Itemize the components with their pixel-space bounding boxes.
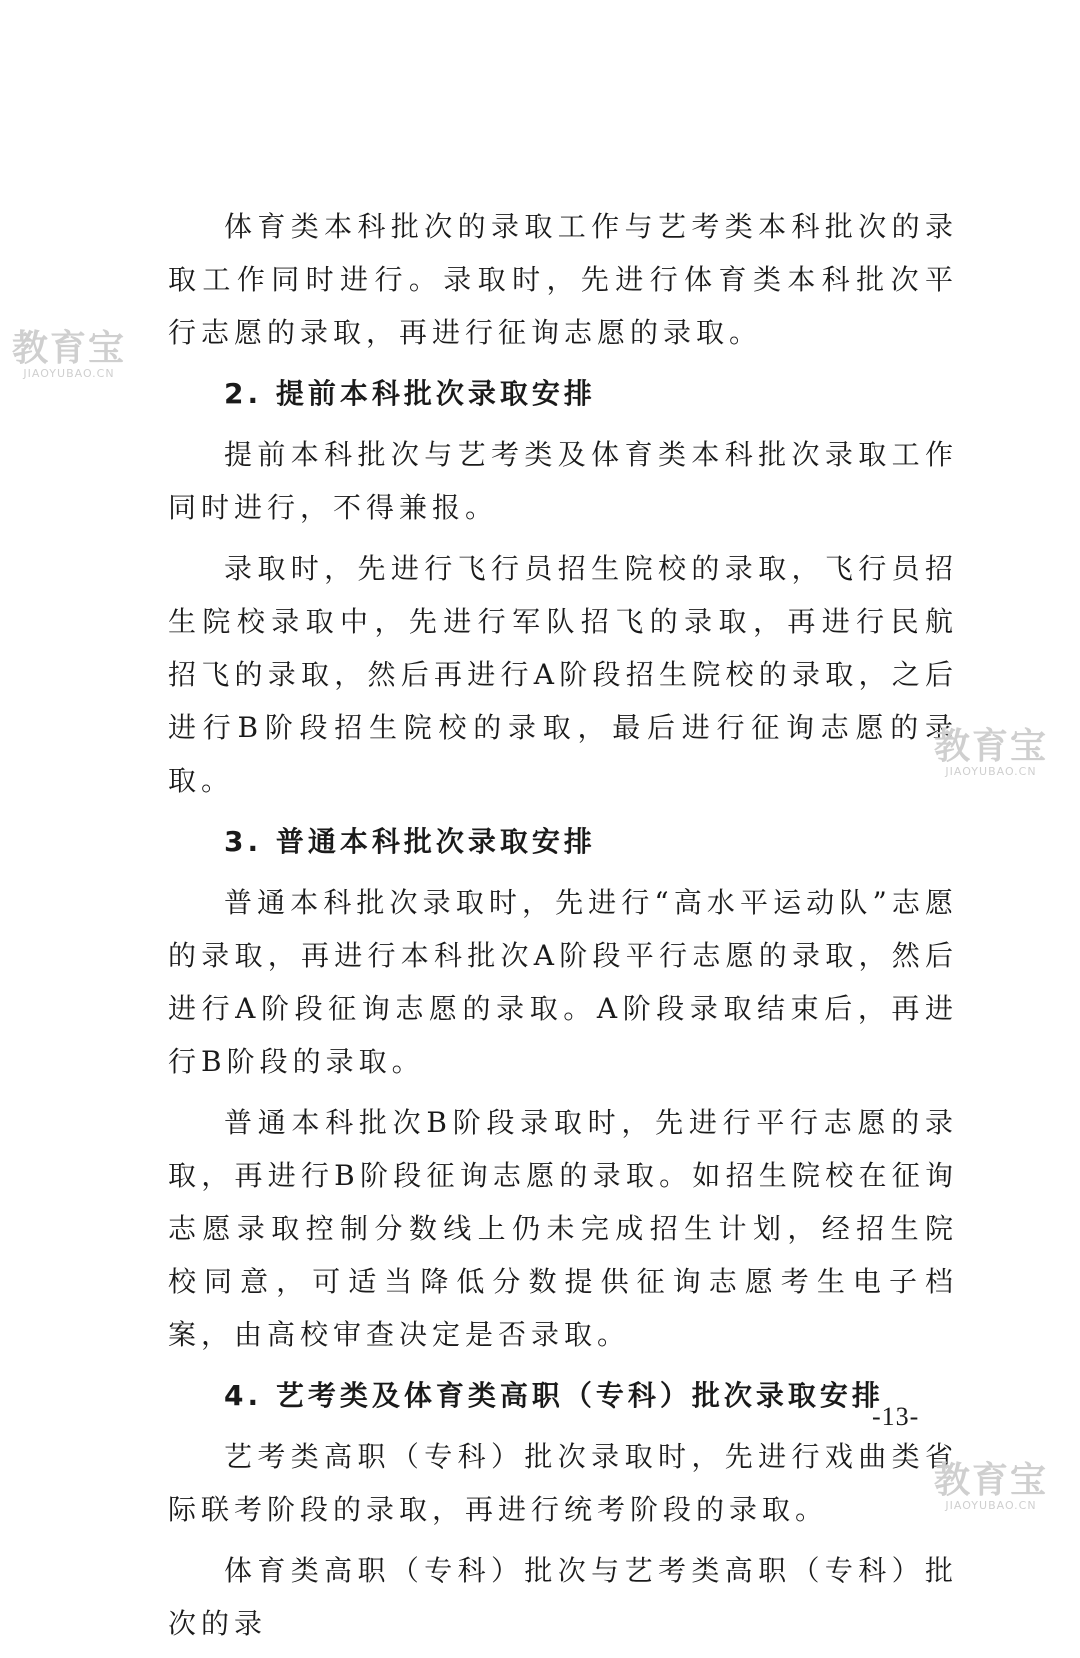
paragraph-art-vocational: 艺考类高职（专科）批次录取时，先进行戏曲类省际联考阶段的录取，再进行统考阶段的录取。: [168, 1440, 958, 1526]
page-number: -13-: [872, 1402, 920, 1431]
watermark-text: 教育宝: [934, 1460, 1049, 1501]
watermark-logo: [934, 1462, 1048, 1512]
watermark-url: JIAOYUBAO.CN: [23, 367, 115, 380]
watermark-logo: [12, 330, 126, 380]
watermark-text: 教育宝: [934, 726, 1049, 767]
watermark-url: JIAOYUBAO.CN: [945, 1499, 1037, 1512]
paragraph-pilot-admission: 录取时，先进行飞行员招生院校的录取，飞行员招生院校录取中，先进行军队招飞的录取，再进行民航招飞的录取，然后再进行A阶段招生院校的录取，之后进行B阶段招生院校的录取，最后进行征询志愿的录取。: [168, 552, 958, 797]
paragraph-sports-undergrad: 体育类本科批次的录取工作与艺考类本科批次的录取工作同时进行。录取时，先进行体育类本科批次平行志愿的录取，再进行征询志愿的录取。: [168, 210, 958, 349]
watermark-logo: [934, 728, 1048, 778]
body-text: [168, 200, 958, 1658]
paragraph-regular-undergrad-b: 普通本科批次B阶段录取时，先进行平行志愿的录取，再进行B阶段征询志愿的录取。如招生院校在征询志愿录取控制分数线上仍未完成招生计划，经招生院校同意，可适当降低分数提供征询志愿考生电子档案，由高校审查决定是否录取。: [168, 1106, 958, 1351]
paragraph-regular-undergrad-a: 普通本科批次录取时，先进行“高水平运动队”志愿的录取，再进行本科批次A阶段平行志愿的录取，然后进行A阶段征询志愿的录取。A阶段录取结束后，再进行B阶段的录取。: [168, 886, 958, 1078]
heading-regular-undergrad: 3. 普通本科批次录取安排: [224, 825, 596, 858]
watermark-url: JIAOYUBAO.CN: [945, 765, 1037, 778]
heading-vocational: 4. 艺考类及体育类高职（专科）批次录取安排: [224, 1379, 884, 1412]
heading-early-undergrad: 2. 提前本科批次录取安排: [224, 377, 596, 410]
paragraph-early-undergrad: 提前本科批次与艺考类及体育类本科批次录取工作同时进行，不得兼报。: [168, 438, 958, 524]
paragraph-sports-vocational: 体育类高职（专科）批次与艺考类高职（专科）批次的录: [168, 1554, 958, 1640]
watermark-text: 教育宝: [12, 328, 127, 369]
